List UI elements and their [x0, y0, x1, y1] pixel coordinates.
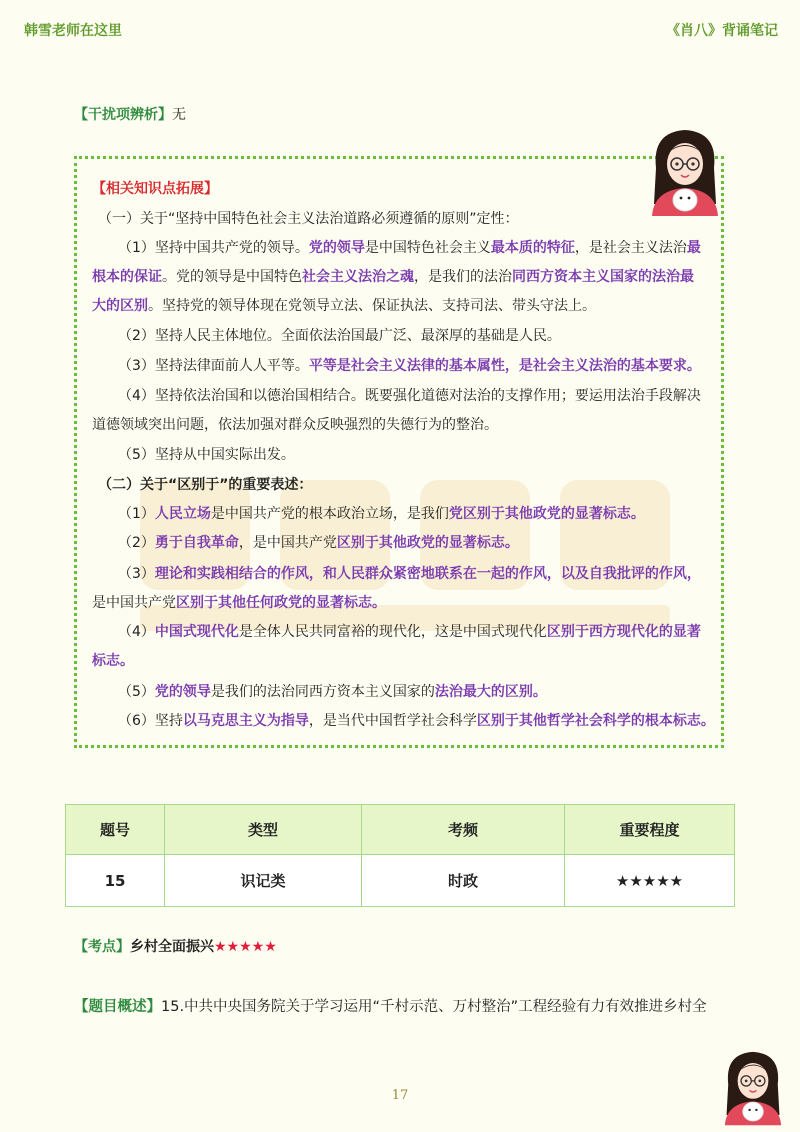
principle-2: （2）坚持人民主体地位。全面依法治国最广泛、最深厚的基础是人民。 [118, 328, 561, 344]
question-overview [74, 997, 707, 1017]
overview-label: 【题目概述】 [74, 999, 161, 1015]
section-two-heading: （二）关于“区别于”的重要表述： [98, 477, 313, 493]
overview-text: 15.中共中央国务院关于学习运用“千村示范、万村整治”工程经验有力有效推进乡村全 [161, 999, 707, 1015]
principle-5: （5）坚持从中国实际出发。 [118, 447, 295, 463]
table-cell-importance-stars: ★★★★★ [565, 855, 735, 907]
table-header-importance: 重要程度 [565, 805, 735, 855]
distinction-1: （1）人民立场是中国共产党的根本政治立场，是我们党区别于其他政党的显著标志。 [118, 506, 645, 522]
distractor-analysis [74, 105, 186, 125]
distinction-6: （6）坚持以马克思主义为指导，是当代中国哲学社会科学区别于其他哲学社会科学的根本标志。 [118, 713, 715, 729]
distinction-3-line-1: （3）理论和实践相结合的作风，和人民群众紧密地联系在一起的作风，以及自我批评的作风， [118, 566, 701, 582]
question-info-table [65, 804, 735, 907]
table-header-type: 类型 [165, 805, 362, 855]
distinction-4-line-1: （4）中国式现代化是全体人民共同富裕的现代化，这是中国式现代化区别于西方现代化的显著 [118, 624, 701, 640]
knowledge-title: 【相关知识点拓展】 [92, 181, 218, 197]
principle-4-line-1: （4）坚持依法治国和以德治国相结合。既要强化道德对法治的支撑作用；要运用法治手段解决 [118, 388, 701, 404]
principle-1-line-3: 大的区别。坚持党的领导体现在党领导立法、保证执法、支持司法、带头守法上。 [92, 298, 596, 314]
distinction-4-line-2: 标志。 [92, 653, 134, 669]
exam-point-stars: ★★★★★ [214, 939, 277, 955]
principle-1-line-2: 根本的保证。党的领导是中国特色社会主义法治之魂，是我们的法治同西方资本主义国家的法治最 [92, 269, 694, 285]
section-one-heading: （一）关于“坚持中国特色社会主义法治道路必须遵循的原则”定性： [98, 211, 519, 227]
page-number: 17 [391, 1088, 409, 1103]
header-right-title: 《肖八》背诵笔记 [666, 23, 778, 39]
table-cell-type: 识记类 [165, 855, 362, 907]
exam-point [74, 937, 277, 957]
distractor-text: 无 [172, 107, 186, 123]
exam-point-text: 乡村全面振兴 [130, 939, 214, 955]
principle-1-line-1: （1）坚持中国共产党的领导。党的领导是中国特色社会主义最本质的特征，是社会主义法治最 [118, 240, 701, 256]
table-cell-number: 15 [66, 855, 165, 907]
exam-point-label: 【考点】 [74, 939, 130, 955]
principle-4-line-2: 道德领域突出问题，依法加强对群众反映强烈的失德行为的整治。 [92, 417, 498, 433]
teacher-avatar-bottom [718, 1044, 788, 1128]
table-header-number: 题号 [66, 805, 165, 855]
table-header-frequency: 考频 [362, 805, 565, 855]
teacher-avatar-top [644, 124, 726, 216]
distinction-5: （5）党的领导是我们的法治同西方资本主义国家的法治最大的区别。 [118, 684, 547, 700]
principle-3: （3）坚持法律面前人人平等。平等是社会主义法律的基本属性，是社会主义法治的基本要求。 [118, 358, 701, 374]
table-cell-frequency: 时政 [362, 855, 565, 907]
header-left-title: 韩雪老师在这里 [24, 23, 122, 39]
distinction-3-line-2: 是中国共产党区别于其他任何政党的显著标志。 [92, 595, 386, 611]
distractor-label: 【干扰项辨析】 [74, 107, 172, 123]
distinction-2: （2）勇于自我革命，是中国共产党区别于其他政党的显著标志。 [118, 535, 519, 551]
